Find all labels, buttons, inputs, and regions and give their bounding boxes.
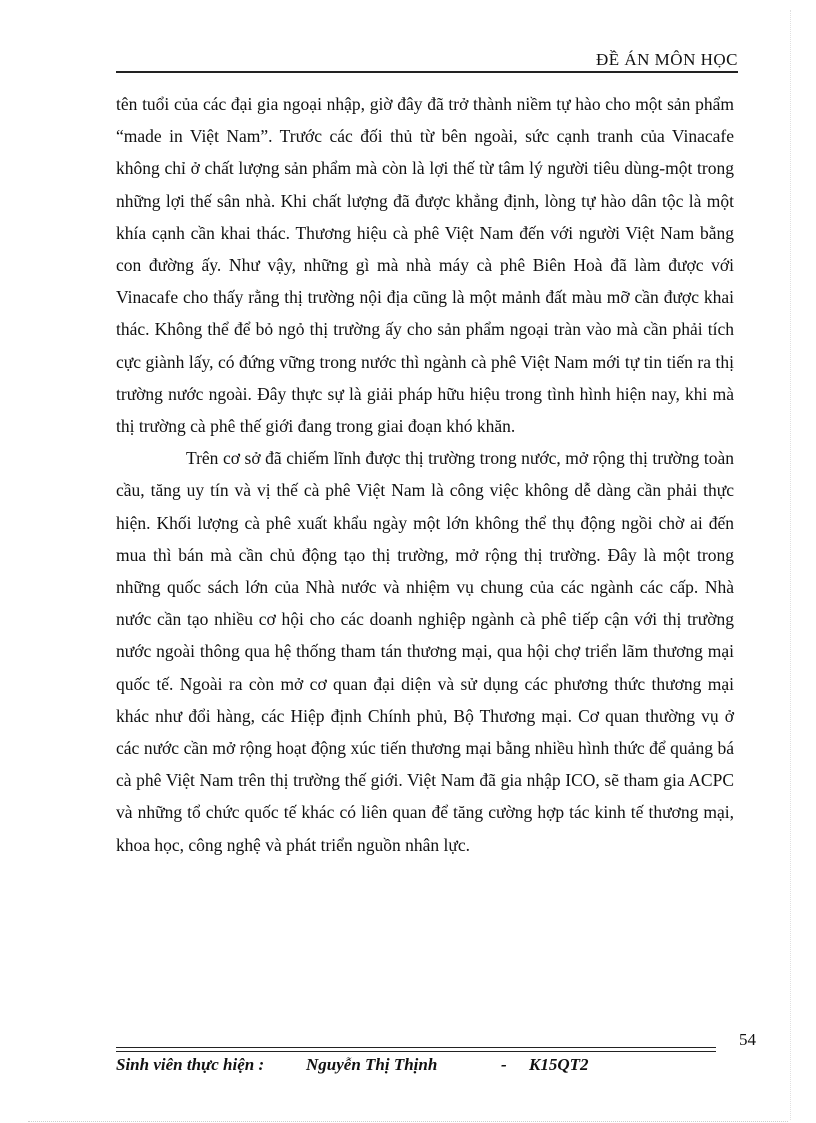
footer xyxy=(116,1055,589,1075)
page-number: 54 xyxy=(739,1030,756,1049)
page-bottom-border xyxy=(28,1121,788,1122)
footer-separator: - xyxy=(501,1055,507,1074)
footer-author-label: Sinh viên thực hiện : xyxy=(116,1055,265,1074)
footer-author-name: Nguyễn Thị Thịnh xyxy=(306,1055,438,1074)
footer-class-code: K15QT2 xyxy=(529,1055,589,1074)
header-divider xyxy=(116,71,738,73)
footer-divider xyxy=(116,1047,716,1052)
body-paragraph-1: tên tuổi của các đại gia ngoại nhập, giờ đây đã trở thành niềm tự hào cho một sản phẩm “made in Việt Nam”. Trước các đối thủ từ bên ngoài, sức cạnh tranh của Vinacafe không chỉ ở chất lượng sản phẩm mà còn là lợi thế từ tâm lý người tiêu dùng-một trong những lợi thế sân nhà. Khi chất lượng đã được khẳng định, lòng tự hào dân tộc là một khía cạnh cần khai thác. Thương hiệu cà phê Việt Nam đến với người Việt Nam bằng con đường ấy. Như vậy, những gì mà nhà máy cà phê Biên Hoà đã làm được với Vinacafe cho thấy rằng thị trường nội địa cũng là một mảnh đất màu mỡ cần được khai thác. Không thể để bỏ ngỏ thị trường ấy cho sản phẩm ngoại tràn vào mà cần phải tích cực giành lấy, có đứng vững trong nước thì ngành cà phê Việt Nam mới tự tin tiến ra thị trường nước ngoài. Đây thực sự là giải pháp hữu hiệu trong tình hình hiện nay, khi mà thị trường cà phê thế giới đang trong giai đoạn khó khăn. xyxy=(116,94,734,437)
body-paragraph-2: Trên cơ sở đã chiếm lĩnh được thị trường trong nước, mở rộng thị trường toàn cầu, tăng uy tín và vị thế cà phê Việt Nam là công việc không dễ dàng cần phải thực hiện. Khối lượng cà phê xuất khẩu ngày một lớn không thể thụ động ngồi chờ ai đến mua thì bán mà cần chủ động tạo thị trường, mở rộng thị trường. Đây là một trong những quốc sách lớn của Nhà nước và nhiệm vụ chung của các ngành các cấp. Nhà nước cần tạo nhiều cơ hội cho các doanh nghiệp ngành cà phê tiếp cận với thị trường nước ngoài thông qua hệ thống tham tán thương mại, qua hội chợ triển lãm thương mại quốc tế. Ngoài ra còn mở cơ quan đại diện và sử dụng các phương thức thương mại khác như đổi hàng, các Hiệp định Chính phủ, Bộ Thương mại. Cơ quan thường vụ ở các nước cần mở rộng hoạt động xúc tiến thương mại bằng nhiều hình thức để quảng bá cà phê Việt Nam trên thị trường thế giới. Việt Nam đã gia nhập ICO, sẽ tham gia ACPC và những tổ chức quốc tế khác có liên quan để tăng cường hợp tác kinh tế thương mại, khoa học, công nghệ và phát triển nguồn nhân lực. xyxy=(116,448,734,855)
document-header-title: ĐỀ ÁN MÔN HỌC xyxy=(595,50,738,69)
document-body xyxy=(116,88,734,861)
page-right-border xyxy=(790,10,791,1120)
